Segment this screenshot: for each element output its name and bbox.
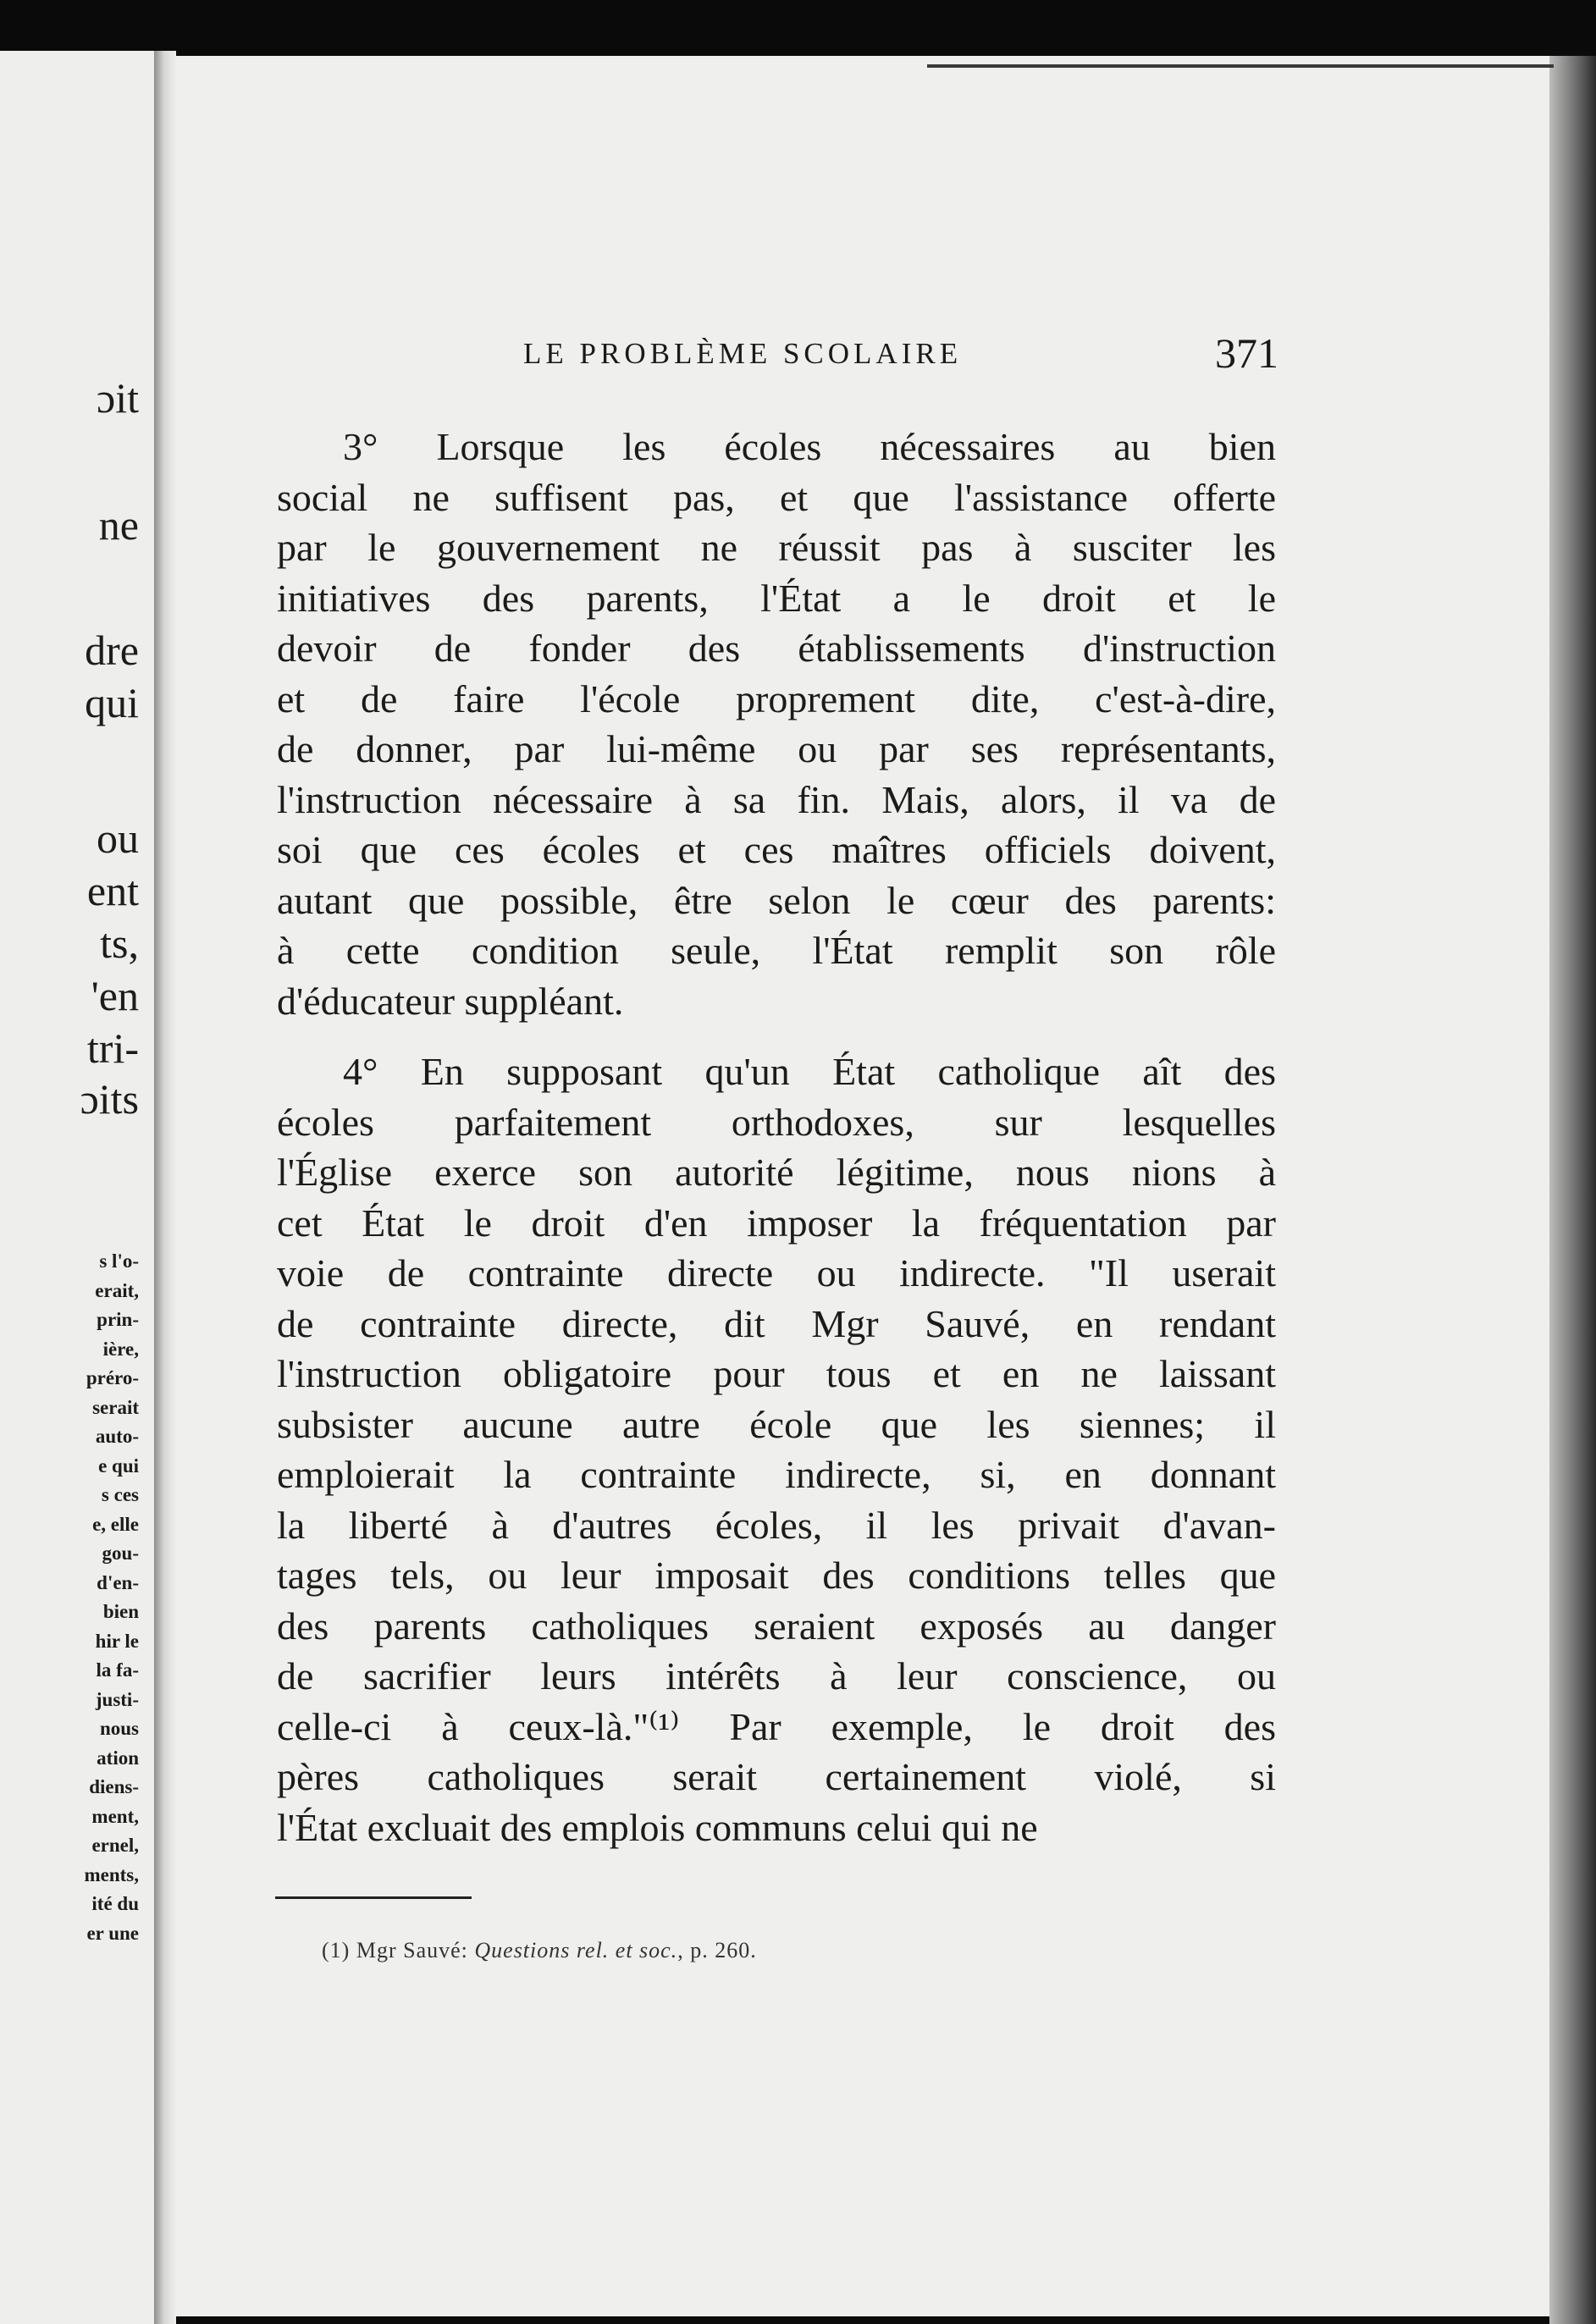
facing-page-text: prin-	[97, 1309, 139, 1330]
facing-page-text: e, elle	[92, 1513, 139, 1535]
text-line: l'État excluait des emplois communs celui qui ne	[277, 1805, 1038, 1849]
paragraph-2	[277, 1046, 1276, 1852]
running-head: LE PROBLÈME SCOLAIRE	[523, 337, 963, 370]
text-line: devoir de fonder des établissements d'instruction	[277, 627, 1276, 670]
facing-page-text: serait	[92, 1396, 139, 1418]
facing-page-text: 'en	[91, 972, 139, 1019]
text-line: celle-ci à ceux-là."⁽¹⁾ Par exemple, le droit des	[277, 1704, 1276, 1748]
facing-page-text: ent	[86, 867, 139, 914]
text-line: de sacrifier leurs intérêts à leur conscience, ou	[277, 1654, 1276, 1697]
scan-top-rule	[927, 64, 1554, 68]
text-line: de donner, par lui-même ou par ses représentants,	[277, 727, 1276, 770]
facing-page-text: er une	[86, 1922, 139, 1944]
facing-page-text: bien	[102, 1601, 139, 1622]
facing-page-text: ɔits	[80, 1075, 139, 1123]
facing-page-text: justi-	[95, 1688, 139, 1710]
facing-page-text: ts,	[100, 919, 139, 967]
facing-page-text: la fa-	[96, 1659, 139, 1681]
book-gutter	[154, 51, 176, 2324]
text-line: des parents catholiques seraient exposés au danger	[277, 1604, 1276, 1648]
text-line: emploierait la contrainte indirecte, si, en donnant	[277, 1453, 1276, 1496]
facing-page-text: d'en-	[97, 1571, 139, 1593]
footnote-rule	[275, 1896, 472, 1899]
facing-page-text: e qui	[98, 1455, 139, 1477]
text-line: 3° Lorsque les écoles nécessaires au bien	[343, 425, 1276, 468]
facing-page-text: ière,	[102, 1338, 139, 1360]
text-line: 4° En supposant qu'un État catholique aît des	[343, 1050, 1276, 1093]
page-number: 371	[1215, 329, 1278, 377]
facing-page-text: hir le	[95, 1630, 139, 1652]
facing-page-text: ne	[98, 501, 139, 549]
facing-page-text: s ces	[101, 1484, 139, 1505]
facing-page-text: erait,	[95, 1279, 139, 1301]
text-line: l'Église exerce son autorité légitime, nous nions à	[277, 1151, 1276, 1194]
text-line: et de faire l'école proprement dite, c'est-à-dire,	[277, 676, 1276, 720]
text-line: subsister aucune autre école que les siennes; il	[277, 1402, 1276, 1446]
text-line: autant que possible, être selon le cœur des parents:	[277, 878, 1276, 922]
footnote-title: Questions rel. et soc.	[474, 1938, 678, 1962]
scan-top-border	[0, 0, 1596, 51]
text-line: à cette condition seule, l'État remplit son rôle	[277, 929, 1276, 972]
text-line: écoles parfaitement orthodoxes, sur lesquelles	[277, 1100, 1276, 1144]
text-line: l'instruction nécessaire à sa fin. Mais, alors, il va de	[277, 777, 1276, 821]
text-line: initiatives des parents, l'État a le droit et le	[277, 576, 1276, 620]
footnote-author: Mgr Sauvé:	[356, 1938, 468, 1962]
facing-page-text: auto-	[95, 1426, 139, 1447]
text-line: social ne suffisent pas, et que l'assistance offerte	[277, 475, 1276, 519]
facing-page-text: ernel,	[91, 1835, 139, 1856]
text-line: soi que ces écoles et ces maîtres officiels doivent,	[277, 828, 1276, 871]
facing-page-text: préro-	[86, 1367, 139, 1388]
text-line: la liberté à d'autres écoles, il les privait d'avan-	[277, 1503, 1276, 1547]
paragraph-1	[277, 422, 1276, 1026]
facing-page-text: ité du	[91, 1893, 139, 1914]
text-line: voie de contrainte directe ou indirecte. "Il userait	[277, 1251, 1276, 1294]
text-line: cet État le droit d'en imposer la fréquentation par	[277, 1201, 1276, 1245]
facing-page-text: ation	[97, 1747, 139, 1769]
facing-page-text: ment,	[91, 1805, 139, 1827]
facing-page-fragment	[0, 51, 154, 2324]
facing-page-text: tri-	[86, 1024, 139, 1072]
text-line: tages tels, ou leur imposait des conditions telles que	[277, 1554, 1276, 1597]
facing-page-text: ou	[97, 814, 139, 862]
footnote-page: , p. 260.	[677, 1938, 757, 1962]
text-line: pères catholiques serait certainement violé, si	[277, 1755, 1276, 1798]
facing-page-text: ments,	[84, 1863, 139, 1885]
text-line: d'éducateur suppléant.	[277, 979, 624, 1023]
facing-page-text: ɔit	[97, 374, 139, 422]
footnote	[322, 1938, 757, 1963]
facing-page-text: qui	[85, 679, 139, 726]
body-text	[277, 422, 1276, 1852]
facing-page-text: dre	[85, 627, 139, 674]
facing-page-text: s l'o-	[99, 1250, 139, 1272]
facing-page-text: gou-	[102, 1543, 139, 1564]
facing-page-text: nous	[99, 1718, 139, 1739]
facing-page-text: diens-	[89, 1776, 139, 1797]
text-line: l'instruction obligatoire pour tous et en ne laissant	[277, 1352, 1276, 1395]
footnote-marker: (1)	[322, 1938, 351, 1962]
text-line: de contrainte directe, dit Mgr Sauvé, en rendant	[277, 1301, 1276, 1345]
page-edge	[1549, 56, 1596, 2324]
text-line: par le gouvernement ne réussit pas à susciter les	[277, 526, 1276, 569]
